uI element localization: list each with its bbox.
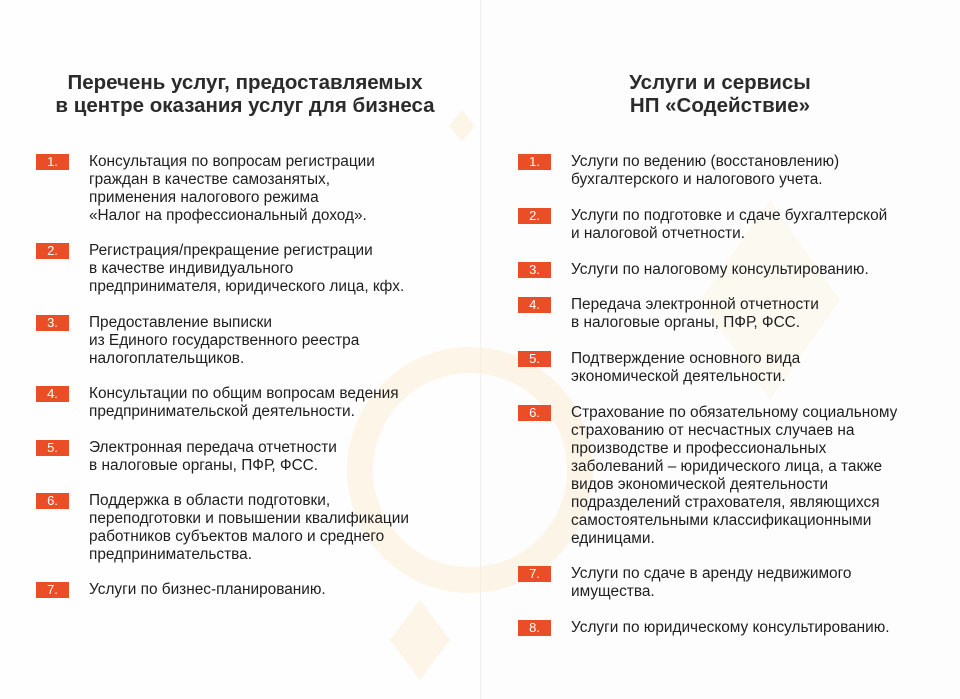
item-number: 5.	[36, 440, 69, 456]
item-text	[571, 404, 897, 548]
left-title-line-1: Перечень услуг, предоставляемых	[67, 71, 423, 94]
item-line: переподготовки и повышении квалификации	[89, 510, 409, 527]
item-line: налогоплательщиков.	[89, 350, 245, 367]
item-line: применения налогового режима	[89, 189, 319, 206]
right-title-line-2: НП «Содействие»	[629, 94, 811, 117]
item-line: видов экономической деятельности	[571, 476, 829, 493]
item-text	[571, 565, 851, 601]
item-line: Страхование по обязательному социальному	[571, 404, 898, 421]
item-line: самостоятельными классификационными	[571, 512, 872, 529]
item-line: Услуги по ведению (восстановлению)	[571, 153, 840, 170]
item-text	[571, 350, 800, 386]
item-text	[89, 385, 399, 421]
item-line: в налоговые органы, ПФР, ФСС.	[571, 314, 801, 331]
item-line: Консультация по вопросам регистрации	[89, 153, 375, 170]
item-text	[89, 581, 326, 599]
item-line: единицами.	[571, 530, 655, 547]
item-number: 3.	[518, 262, 551, 278]
item-line: бухгалтерского и налогового учета.	[571, 171, 823, 188]
item-number: 5.	[518, 351, 551, 367]
item-line: Подтверждение основного вида	[571, 350, 801, 367]
item-line: заболеваний – юридического лица, а также	[571, 458, 883, 475]
item-text	[89, 153, 375, 225]
item-line: предпринимательской деятельности.	[89, 403, 355, 420]
item-line: производстве и профессиональных	[571, 440, 827, 457]
item-line: экономической деятельности.	[571, 368, 786, 385]
item-text	[89, 439, 337, 475]
item-line: из Единого государственного реестра	[89, 332, 360, 349]
item-text	[571, 261, 869, 279]
item-number: 6.	[36, 493, 69, 509]
item-text	[571, 296, 819, 332]
item-text	[571, 619, 890, 637]
item-line: Услуги по бизнес-планированию.	[89, 581, 326, 598]
item-number: 1.	[36, 154, 69, 170]
right-title	[480, 71, 960, 117]
item-line: Услуги по налоговому консультированию.	[571, 261, 869, 278]
item-line: имущества.	[571, 583, 655, 600]
left-title-line-2: в центре оказания услуг для бизнеса	[55, 94, 435, 117]
item-line: в налоговые органы, ПФР, ФСС.	[89, 457, 319, 474]
item-line: «Налог на профессиональный доход».	[89, 207, 367, 224]
item-number: 8.	[518, 620, 551, 636]
right-title-line-1: Услуги и сервисы	[629, 71, 811, 94]
item-line: в качестве индивидуального	[89, 260, 294, 277]
item-line: предпринимателя, юридического лица, кфх.	[89, 278, 405, 295]
item-number: 3.	[36, 315, 69, 331]
item-text	[571, 153, 839, 189]
item-line: Консультации по общим вопросам ведения	[89, 385, 399, 402]
watermark-diamond-bottom	[390, 600, 450, 680]
item-line: предпринимательства.	[89, 546, 252, 563]
item-line: Передача электронной отчетности	[571, 296, 819, 313]
item-text	[89, 314, 359, 368]
item-number: 6.	[518, 405, 551, 421]
item-number: 4.	[36, 386, 69, 402]
item-line: и налоговой отчетности.	[571, 225, 745, 242]
item-number: 1.	[518, 154, 551, 170]
item-line: Услуги по подготовке и сдаче бухгалтерской	[571, 207, 888, 224]
item-text	[89, 492, 409, 564]
item-line: Предоставление выписки	[89, 314, 273, 331]
item-number: 7.	[518, 566, 551, 582]
item-text	[89, 242, 404, 296]
item-line: Поддержка в области подготовки,	[89, 492, 331, 509]
item-number: 2.	[36, 243, 69, 259]
item-text	[571, 207, 887, 243]
item-line: Регистрация/прекращение регистрации	[89, 242, 373, 259]
item-number: 7.	[36, 582, 69, 598]
item-line: подразделений страхователя, являющихся	[571, 494, 880, 511]
item-line: страхованию от несчастных случаев на	[571, 422, 855, 439]
item-number: 4.	[518, 297, 551, 313]
left-title	[0, 71, 480, 117]
item-line: Электронная передача отчетности	[89, 439, 337, 456]
item-line: Услуги по юридическому консультированию.	[571, 619, 890, 636]
item-number: 2.	[518, 208, 551, 224]
item-line: работников субъектов малого и среднего	[89, 528, 385, 545]
item-line: граждан в качестве самозанятых,	[89, 171, 331, 188]
item-line: Услуги по сдаче в аренду недвижимого	[571, 565, 852, 582]
